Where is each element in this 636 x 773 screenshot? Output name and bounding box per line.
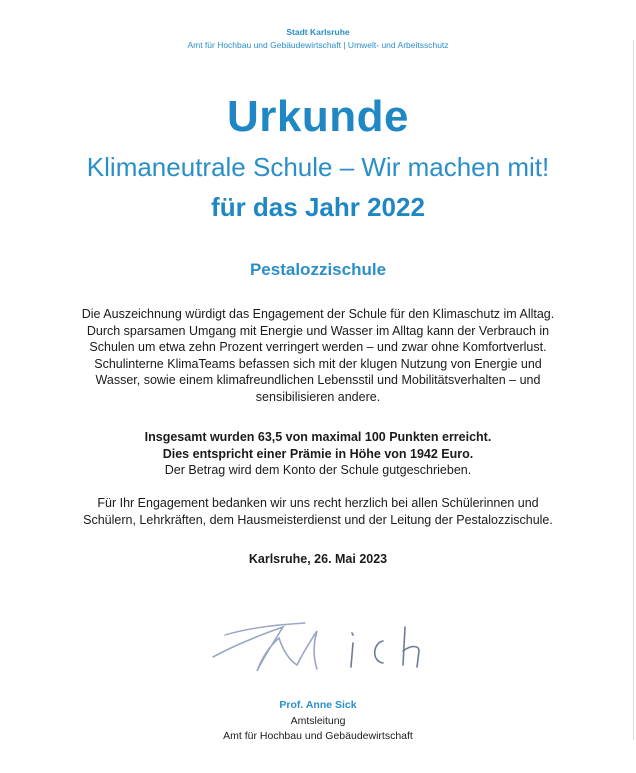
body-line: Durch sparsamen Umgang mit Energie und Wasser im Alltag kann der Verbrauch in — [86, 323, 550, 338]
body-paragraph — [0, 306, 636, 405]
thanks-line: Für Ihr Engagement bedanken wir uns recht herzlich bei allen Schülerinnen und — [97, 496, 539, 510]
date-place: Karlsruhe, 26. Mai 2023 — [248, 552, 388, 566]
thanks-line: Schülern, Lehrkräften, dem Hausmeisterdienst und der Leitung der Pestalozzischule. — [83, 512, 553, 527]
body-line: Die Auszeichnung würdigt das Engagement der Schule für den Klimaschutz im Alltag. — [81, 307, 555, 321]
body-line: Schulen um etwa zehn Prozent verringert werden – und zwar ohne Komfortverlust. — [89, 340, 547, 354]
signer-office: Amt für Hochbau und Gebäudewirtschaft — [223, 730, 413, 742]
signer-role: Amtsleitung — [290, 715, 346, 727]
body-line: sensibilisieren andere. — [255, 389, 381, 404]
certificate-year: für das Jahr 2022 — [211, 192, 425, 222]
header-city: Stadt Karlsruhe — [286, 27, 350, 37]
points-paragraph — [0, 429, 636, 479]
thanks-paragraph — [0, 495, 636, 528]
handwritten-signature — [205, 605, 435, 685]
header-department: Amt für Hochbau und Gebäudewirtschaft | Umwelt- und Arbeitsschutz — [187, 40, 449, 50]
body-line: Wasser, sowie einem klimafreundlichen Lebensstil und Mobilitätsverhalten – und — [95, 373, 541, 387]
credit-line: Der Betrag wird dem Konto der Schule gutgeschrieben. — [164, 463, 472, 477]
body-line: Schulinterne KlimaTeams befassen sich mit der klugen Nutzung von Energie und — [94, 356, 542, 371]
points-line: Insgesamt wurden 63,5 von maximal 100 Punkten erreicht. — [144, 430, 492, 444]
certificate-title: Urkunde — [227, 92, 409, 141]
school-name: Pestalozzischule — [249, 260, 387, 279]
signer-name: Prof. Anne Sick — [279, 699, 357, 711]
certificate-subtitle: Klimaneutrale Schule – Wir machen mit! — [86, 152, 550, 182]
prize-line: Dies entspricht einer Prämie in Höhe von 1942 Euro. — [162, 446, 474, 461]
